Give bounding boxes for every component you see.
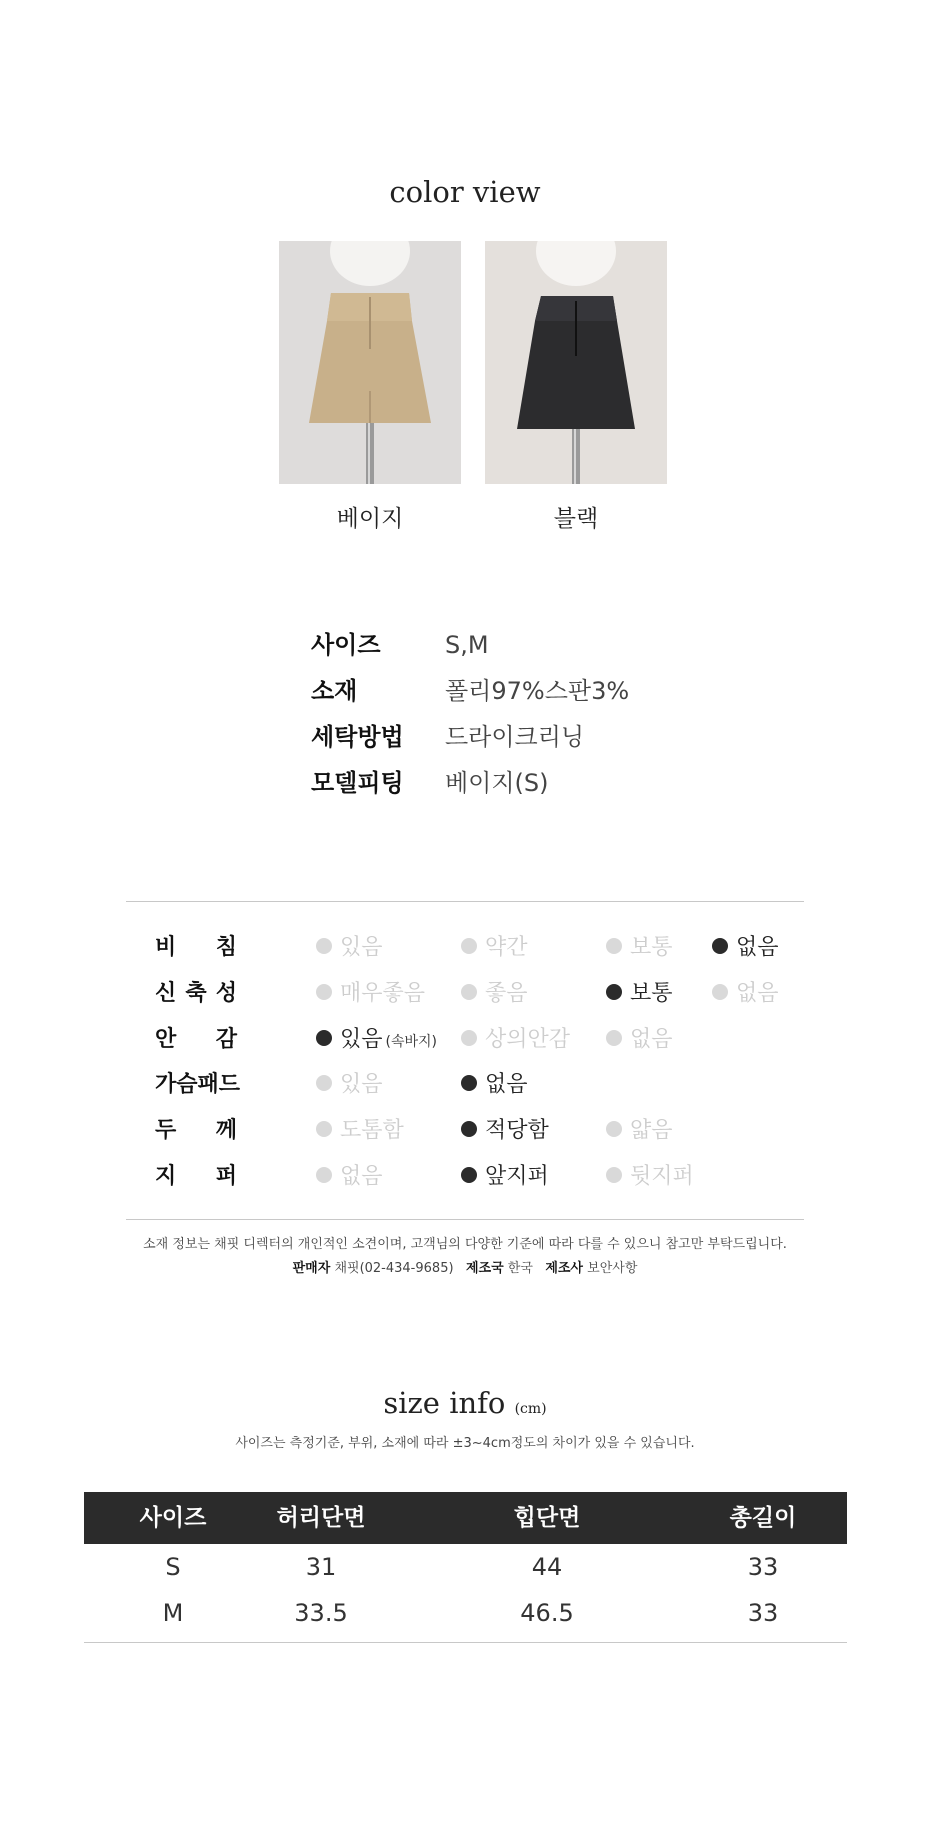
attribute-option xyxy=(606,1022,673,1058)
empty-dot-icon xyxy=(461,938,477,954)
seller-label: 판매자 xyxy=(292,1261,331,1276)
option-text: 뒷지퍼 xyxy=(630,1164,694,1189)
country-label: 제조국 xyxy=(465,1261,504,1276)
attribute-label: 지 퍼 xyxy=(155,1164,237,1189)
color-label-beige: 베이지 xyxy=(336,506,404,532)
option-text: 매우좋음 xyxy=(340,981,426,1006)
color-view-title: color view xyxy=(389,175,541,209)
spec-key: 모델피팅 xyxy=(311,769,404,797)
option-text: 좋음 xyxy=(485,981,528,1006)
attribute-row xyxy=(155,976,795,1012)
attribute-label: 신 축 성 xyxy=(155,981,237,1006)
attribute-row xyxy=(155,1022,795,1058)
option-text: 없음 xyxy=(630,1027,673,1052)
product-photo-beige xyxy=(279,241,461,484)
option-text: 있음 xyxy=(340,1072,383,1097)
table-bottom-line xyxy=(84,1642,847,1643)
attribute-option xyxy=(712,976,779,1012)
seller-value: 채핏(02-434-9685) xyxy=(334,1261,454,1276)
option-text: 보통 xyxy=(630,935,673,960)
attribute-label: 두 께 xyxy=(155,1118,237,1143)
size-unit: (cm) xyxy=(514,1401,547,1417)
attribute-option xyxy=(461,976,528,1012)
maker-label: 제조사 xyxy=(545,1261,583,1276)
size-table-header xyxy=(84,1492,847,1544)
spec-key: 세탁방법 xyxy=(311,723,404,751)
option-text: 적당함 xyxy=(485,1118,549,1143)
option-text: 약간 xyxy=(485,935,528,960)
header-waist: 허리단면 xyxy=(276,1505,366,1531)
empty-dot-icon xyxy=(606,1167,622,1183)
empty-dot-icon xyxy=(316,1167,332,1183)
filled-dot-icon xyxy=(712,938,728,954)
filled-dot-icon xyxy=(316,1030,332,1046)
option-text: 앞지퍼 xyxy=(485,1164,549,1189)
option-text: 없음 xyxy=(340,1164,383,1189)
table-cell: 33.5 xyxy=(294,1599,348,1627)
attribute-option xyxy=(461,1113,549,1149)
attribute-option xyxy=(316,976,425,1012)
product-photo-black xyxy=(485,241,667,484)
option-text: 도톰함 xyxy=(340,1118,404,1143)
attribute-label: 비 침 xyxy=(155,935,237,960)
table-row xyxy=(84,1590,847,1636)
spec-value: 폴리97%스판3% xyxy=(445,677,630,705)
size-info-title: size info (cm) xyxy=(383,1386,547,1420)
table-cell: 44 xyxy=(531,1553,563,1581)
option-text: 얇음 xyxy=(630,1118,673,1143)
option-text: 상의안감 xyxy=(485,1027,571,1052)
table-row xyxy=(84,1544,847,1590)
attribute-option xyxy=(606,976,673,1012)
attribute-option xyxy=(606,1113,673,1149)
empty-dot-icon xyxy=(316,1121,332,1137)
filled-dot-icon xyxy=(606,984,622,1000)
header-size: 사이즈 xyxy=(139,1505,207,1531)
table-cell: 33 xyxy=(747,1553,779,1581)
option-text: 없음 xyxy=(485,1072,528,1097)
attribute-option xyxy=(316,1159,383,1195)
empty-dot-icon xyxy=(461,1030,477,1046)
attribute-label: 가슴패드 xyxy=(155,1072,241,1097)
header-length: 총길이 xyxy=(729,1505,797,1531)
attribute-row xyxy=(155,1113,795,1149)
empty-dot-icon xyxy=(316,938,332,954)
empty-dot-icon xyxy=(606,1030,622,1046)
spec-key: 사이즈 xyxy=(311,631,381,659)
disclaimer-line: 소재 정보는 채핏 디렉터의 개인적인 소견이며, 고객님의 다양한 기준에 따라 다를 수 있으니 참고만 부탁드립니다. xyxy=(143,1237,787,1252)
filled-dot-icon xyxy=(461,1075,477,1091)
maker-value: 보안사항 xyxy=(587,1261,638,1276)
table-cell: M xyxy=(162,1599,184,1627)
size-table xyxy=(84,1492,847,1636)
option-text: 있음 xyxy=(340,935,383,960)
header-hip: 힙단면 xyxy=(513,1505,581,1531)
attribute-option xyxy=(316,930,383,966)
size-note: 사이즈는 측정기준, 부위, 소재에 따라 ±3~4cm정도의 차이가 있을 수 있습니다. xyxy=(235,1436,695,1451)
seller-info-line xyxy=(0,1257,930,1276)
table-cell: 46.5 xyxy=(520,1599,574,1627)
attribute-label: 안 감 xyxy=(155,1027,237,1052)
attribute-option xyxy=(316,1067,383,1103)
attribute-option xyxy=(606,930,673,966)
empty-dot-icon xyxy=(316,1075,332,1091)
empty-dot-icon xyxy=(461,984,477,1000)
divider-top xyxy=(126,901,804,902)
attribute-option xyxy=(461,1022,570,1058)
attribute-row xyxy=(155,930,795,966)
filled-dot-icon xyxy=(461,1167,477,1183)
spec-key: 소재 xyxy=(311,677,358,705)
option-note: (속바지) xyxy=(385,1034,438,1050)
attribute-option xyxy=(461,1159,549,1195)
attribute-option xyxy=(316,1022,437,1060)
table-cell: 33 xyxy=(747,1599,779,1627)
spec-value: 드라이크리닝 xyxy=(445,723,585,751)
empty-dot-icon xyxy=(316,984,332,1000)
attribute-option xyxy=(461,1067,528,1103)
attribute-option xyxy=(316,1113,404,1149)
attribute-option xyxy=(461,930,528,966)
attribute-row xyxy=(155,1067,795,1103)
table-cell: S xyxy=(165,1553,181,1581)
table-cell: 31 xyxy=(305,1553,337,1581)
attribute-option xyxy=(712,930,779,966)
empty-dot-icon xyxy=(712,984,728,1000)
spec-value: 베이지(S) xyxy=(445,769,549,797)
attribute-row xyxy=(155,1159,795,1195)
empty-dot-icon xyxy=(606,1121,622,1137)
country-value: 한국 xyxy=(507,1261,533,1276)
option-text: 있음 xyxy=(340,1027,383,1052)
option-text: 없음 xyxy=(736,981,779,1006)
attribute-option xyxy=(606,1159,694,1195)
color-label-black: 블랙 xyxy=(553,506,599,532)
option-text: 보통 xyxy=(630,981,673,1006)
spec-value: S,M xyxy=(445,631,489,659)
empty-dot-icon xyxy=(606,938,622,954)
filled-dot-icon xyxy=(461,1121,477,1137)
option-text: 없음 xyxy=(736,935,779,960)
divider-bottom xyxy=(126,1219,804,1220)
